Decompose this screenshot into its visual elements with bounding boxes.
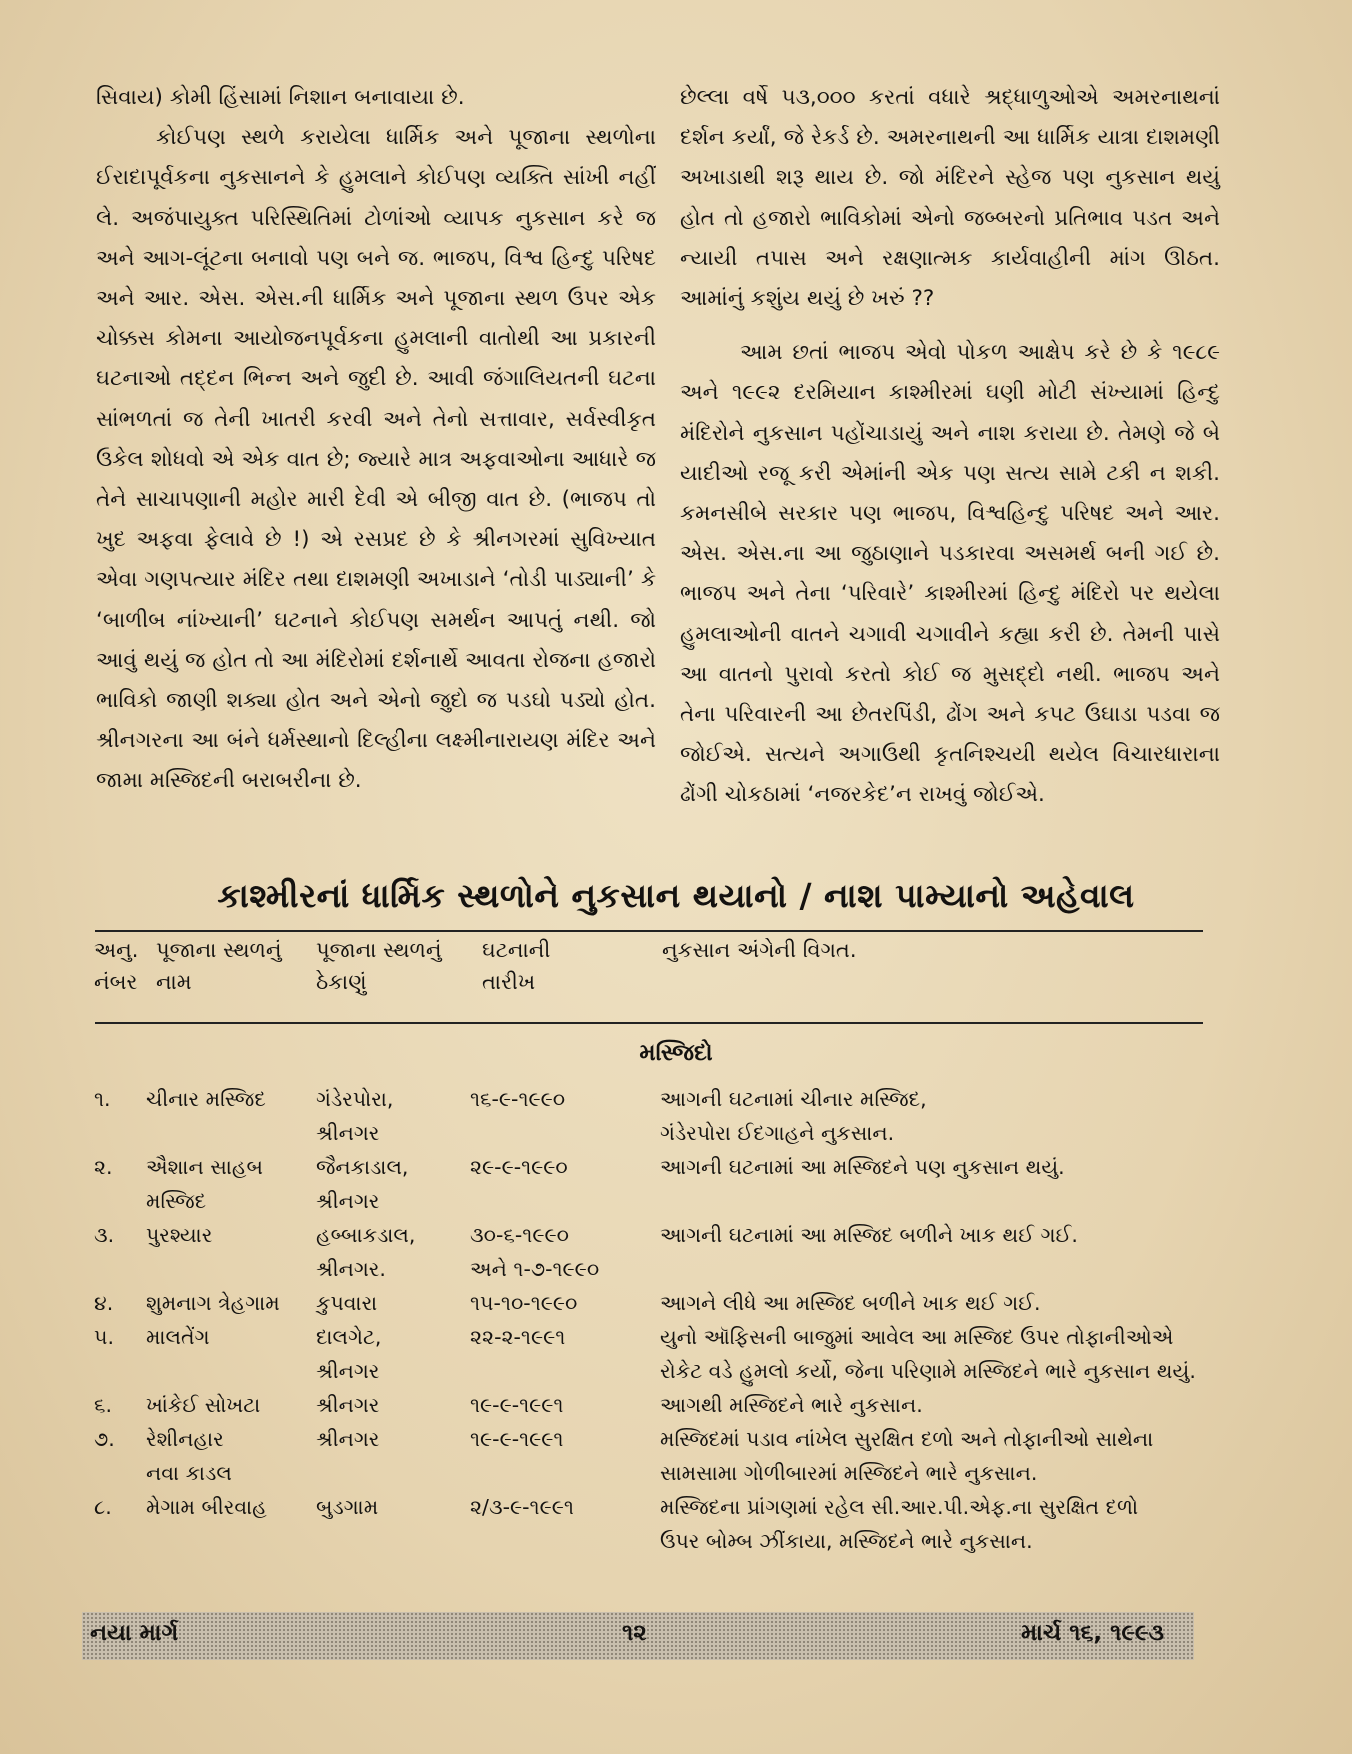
incident-date: ૧૯-૯-૧૯૯૧ — [470, 1393, 564, 1417]
place-name: પુરશ્યાર — [146, 1223, 213, 1247]
place-name: મેગામ બીરવાહ — [146, 1495, 267, 1519]
incident-date: અને ૧-૭-૧૯૯૦ — [470, 1257, 600, 1281]
place-name: માલતેંગ — [146, 1325, 210, 1349]
header-place-location: પૂજાના સ્થળનું ઠેકાણું — [316, 938, 442, 994]
place-location: શ્રીનગર — [316, 1359, 380, 1383]
paragraph: સિવાય) કોમી હિંસામાં નિશાન બનાવાયા છે. — [96, 85, 465, 110]
incident-date: ૧૯-૯-૧૯૯૧ — [470, 1427, 564, 1451]
table-row — [0, 1150, 1352, 1218]
table-row — [0, 1422, 1352, 1490]
place-location: બુડગામ — [316, 1495, 379, 1519]
place-location: શ્રીનગર — [316, 1393, 380, 1417]
header-incident-date: ઘટનાની તારીખ — [482, 938, 551, 994]
place-location: શ્રીનગર — [316, 1427, 380, 1451]
left-text-column — [96, 78, 656, 802]
row-number: ૬. — [94, 1393, 112, 1417]
table-row — [0, 1218, 1352, 1286]
incident-date: ૧૬-૯-૧૯૯૦ — [470, 1087, 566, 1111]
incident-date: ૩૦-૬-૧૯૯૦ — [470, 1223, 569, 1247]
place-location: દાલગેટ, — [316, 1325, 382, 1349]
paragraph: છેલ્લા વર્ષે ૫૩,૦૦૦ કરતાં વધારે શ્રદ્ધાળુઓએ અમરનાથનાં દર્શન કર્યાં, જે રેકર્ડ છે. અમરનાથની આ ધાર્મિક યાત્રા દાશમણી અખાડાથી શરૂ થાય છે. જો મંદિરને સ્હેજ પણ નુકસાન થયું હોત તો હજારો ભાવિકોમાં એનો જબ્બરનો પ્રતિભાવ પડત અને ન્યાયી તપાસ અને રક્ષણાત્મક કાર્યવાહીની માંગ ઊઠત. આમાંનું કશુંય થયું છે ખરું ?? — [680, 85, 1220, 312]
row-number: ૩. — [94, 1223, 115, 1247]
page-footer — [82, 1612, 1194, 1660]
table-header-rule-bottom — [95, 1022, 1203, 1024]
place-location: શ્રીનગર — [316, 1189, 380, 1213]
right-text-column — [680, 78, 1220, 816]
paragraph: કોઈપણ સ્થળે કરાયેલા ધાર્મિક અને પૂજાના સ્થળોના ઈરાદાપૂર્વકના નુકસાનને કે હુમલાને કોઈપણ વ્યક્તિ સાંખી નહીં લે. અજંપાયુક્ત પરિસ્થિતિમાં ટોળાંઓ વ્યાપક નુકસાન કરે જ અને આગ-લૂંટના બનાવો પણ બને જ. ભાજપ, વિશ્વ હિન્દુ પરિષદ અને આર. એસ. એસ.ની ધાર્મિક અને પૂજાના સ્થળ ઉપર એક ચોક્કસ કોમના આયોજનપૂર્વકના હુમલાની વાતોથી આ પ્રકારની ઘટનાઓ તદ્દન ભિન્ન અને જુદી છે. આવી જંગાલિયતની ઘટના સાંભળતાં જ તેની ખાતરી કરવી અને તેનો સત્તાવાર, સર્વસ્વીકૃત ઉકેલ શોધવો એ એક વાત છે; જ્યારે માત્ર અફવાઓના આધારે જ તેને સાચાપણાની મહોર મારી દેવી એ બીજી વાત છે. (ભાજપ તો ખુદ અફવા ફેલાવે છે !) એ રસપ્રદ છે કે શ્રીનગરમાં સુવિખ્યાત એવા ગણપત્યાર મંદિર તથા દાશમણી અખાડાને ‘તોડી પાડ્યાની’ કે ‘બાળીબ નાંખ્યાની’ ઘટનાને કોઈપણ સમર્થન આપતું નથી. જો આવું થયું જ હોત તો આ મંદિરોમાં દર્શનાર્થે આવતા રોજના હજારો ભાવિકો જાણી શક્યા હોત અને એનો જુદો જ પડઘો પડ્યો હોત. શ્રીનગરના આ બંને ધર્મસ્થાનો દિલ્હીના લક્ષ્મીનારાયણ મંદિર અને જામા મસ્જિદની બરાબરીના છે. — [96, 125, 657, 794]
row-number: ૮. — [94, 1495, 112, 1519]
place-name: રેશીનહાર — [146, 1427, 224, 1451]
incident-date: ૨૯-૯-૧૯૯૦ — [470, 1155, 568, 1179]
incident-date: ૧૫-૧૦-૧૯૯૦ — [470, 1291, 578, 1315]
damage-detail: આગની ઘટનામાં આ મસ્જિદને પણ નુકસાન થયું. — [660, 1155, 1065, 1179]
damage-detail: મસ્જિદના પ્રાંગણમાં રહેલ સી.આર.પી.એફ.ના સુરક્ષિત દળો — [660, 1495, 1139, 1519]
damage-detail: રોકેટ વડે હુમલો કર્યો, જેના પરિણામે મસ્જિદને ભારે નુકસાન થયું. — [660, 1359, 1196, 1383]
place-name: નવા કાડલ — [146, 1461, 232, 1485]
damage-detail: આગને લીધે આ મસ્જિદ બળીને ખાક થઈ ગઈ. — [660, 1291, 1041, 1315]
header-damage-detail: નુકસાન અંગેની વિગત. — [662, 938, 857, 962]
row-number: ૭. — [94, 1427, 115, 1451]
place-location: હબ્બાકડાલ, — [316, 1223, 416, 1247]
incident-date: ૨૨-૨-૧૯૯૧ — [470, 1325, 566, 1349]
place-name: ચીનાર મસ્જિદ — [146, 1087, 266, 1111]
place-name: મસ્જિદ — [146, 1189, 207, 1213]
place-location: શ્રીનગર. — [316, 1257, 386, 1281]
table-title: કાશ્મીરનાં ધાર્મિક સ્થળોને નુકસાન થયાનો / નાશ પામ્યાનો અહેવાલ — [217, 876, 1135, 915]
damage-detail: આગની ઘટનામાં ચીનાર મસ્જિદ, — [660, 1087, 927, 1111]
row-number: ૫. — [94, 1325, 114, 1349]
place-location: ગંડેરપોરા, — [316, 1087, 394, 1111]
incident-date: ૨/૩-૯-૧૯૯૧ — [470, 1495, 574, 1519]
table-body — [0, 1082, 1352, 1558]
table-row — [0, 1388, 1352, 1422]
table-row — [0, 1082, 1352, 1150]
damage-detail: યુનો ઑફિસની બાજુમાં આવેલ આ મસ્જિદ ઉપર તોફાનીઓએ — [660, 1325, 1174, 1349]
table-header-rule-top — [95, 930, 1203, 932]
paragraph: આમ છતાં ભાજપ એવો પોકળ આક્ષેપ કરે છે કે ૧૯૮૯ અને ૧૯૯૨ દરમિયાન કાશ્મીરમાં ઘણી મોટી સંખ્યામાં હિન્દુ મંદિરોને નુકસાન પહોંચાડાયું અને નાશ કરાયા છે. તેમણે જે બે યાદીઓ રજૂ કરી એમાંની એક પણ સત્ય સામે ટકી ન શકી. કમનસીબે સરકાર પણ ભાજપ, વિશ્વહિન્દુ પરિષદ અને આર. એસ. એસ.ના આ જુઠાણાને પડકારવા અસમર્થ બની ગઈ છે. ભાજપ અને તેના ‘પરિવારે’ કાશ્મીરમાં હિન્દુ મંદિરો પર થયેલા હુમલાઓની વાતને ચગાવી ચગાવીને કહ્યા કરી છે. તેમની પાસે આ વાતનો પુરાવો કરતો કોઈ જ મુસદ્દો નથી. ભાજપ અને તેના પરિવારની આ છેતરપિંડી, ઢોંગ અને કપટ ઉઘાડા પડવા જ જોઈએ. સત્યને અગાઉથી કૃતનિશ્ચયી થયેલ વિચારધારાના ઢોંગી ચોકઠામાં ‘નજરકેદ’ન રાખવું જોઈએ. — [680, 340, 1220, 808]
damage-detail: મસ્જિદમાં પડાવ નાંખેલ સુરક્ષિત દળો અને તોફાનીઓ સાથેના — [660, 1427, 1154, 1451]
damage-detail: ઉપર બોમ્બ ઝીંકાયા, મસ્જિદને ભારે નુકસાન. — [660, 1529, 1033, 1553]
issue-date: માર્ચ ૧૬, ૧૯૯૩ — [1021, 1620, 1164, 1646]
table-row — [0, 1490, 1352, 1558]
header-place-name: પૂજાના સ્થળનું નામ — [156, 938, 282, 994]
damage-detail: સામસામા ગોળીબારમાં મસ્જિદને ભારે નુકસાન. — [660, 1461, 1038, 1485]
place-name: ખાંકેઈ સોખટા — [146, 1393, 261, 1417]
damage-detail: આગથી મસ્જિદને ભારે નુકસાન. — [660, 1393, 923, 1417]
damage-detail: ગંડેરપોરા ઈદગાહને નુકસાન. — [660, 1121, 895, 1145]
row-number: ૪. — [94, 1291, 114, 1315]
place-location: શ્રીનગર — [316, 1121, 380, 1145]
header-serial: અનુ. નંબર — [94, 938, 139, 994]
place-location: જૈનકાડાલ, — [316, 1155, 409, 1179]
place-name: શુમનાગ ત્રેહગામ — [146, 1291, 280, 1315]
place-name: ઐશાન સાહબ — [146, 1155, 263, 1179]
place-location: કુપવારા — [316, 1291, 378, 1315]
page-number: ૧૨ — [622, 1620, 647, 1646]
row-number: ૨. — [94, 1155, 113, 1179]
damage-detail: આગની ઘટનામાં આ મસ્જિદ બળીને ખાક થઈ ગઈ. — [660, 1223, 1078, 1247]
table-section-heading: મસ્જિદો — [639, 1040, 713, 1066]
row-number: ૧. — [94, 1087, 111, 1111]
table-row — [0, 1286, 1352, 1320]
publication-name: નયા માર્ગ — [90, 1620, 179, 1646]
table-row — [0, 1320, 1352, 1388]
